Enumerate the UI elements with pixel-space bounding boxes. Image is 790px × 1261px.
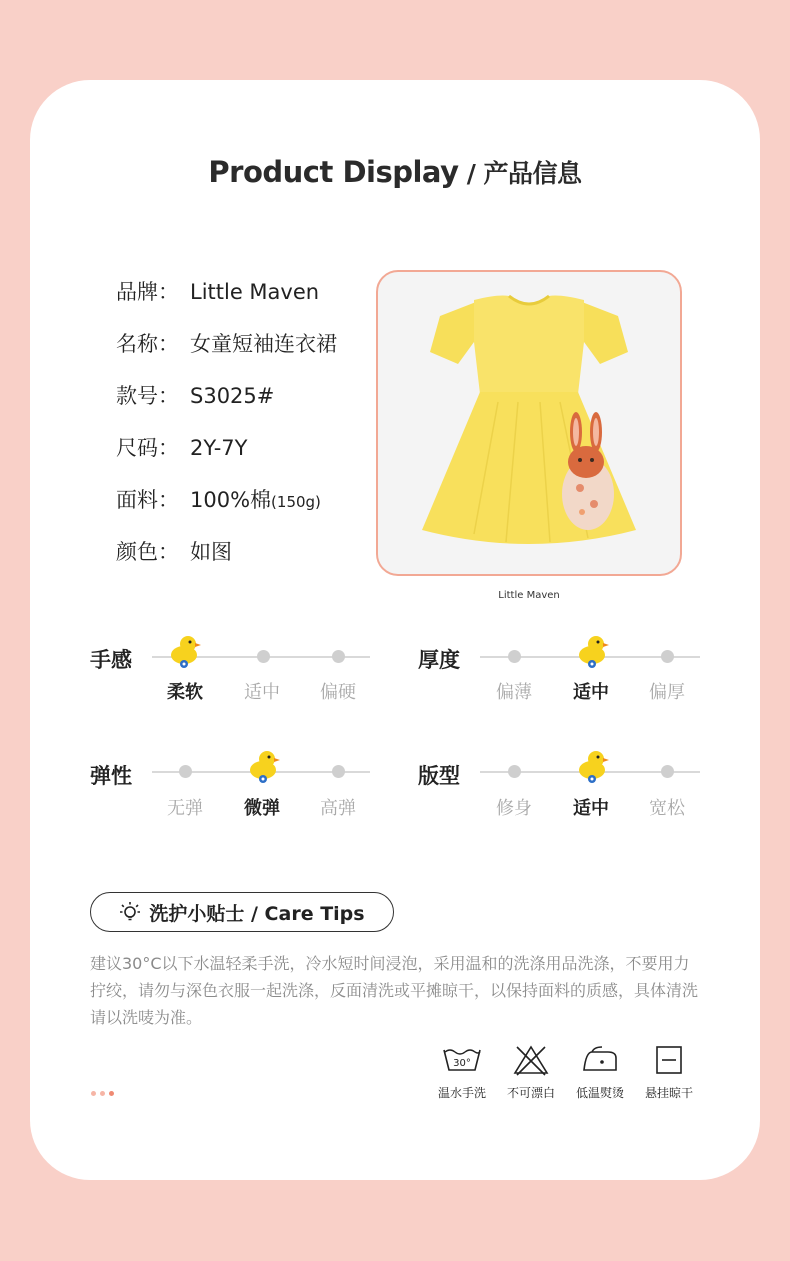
care-icon-no-bleach: 不可漂白 <box>498 1044 564 1101</box>
info-row-brand: 品牌： Little Maven <box>116 280 320 304</box>
care-icon-hang-dry: 悬挂晾干 <box>636 1044 702 1101</box>
option-soft: 柔软 <box>167 682 203 703</box>
scale-label-elasticity: 弹性 <box>90 764 132 788</box>
duck-marker-icon <box>576 748 610 784</box>
option-slight-stretch: 微弹 <box>244 798 280 819</box>
option-medium: 适中 <box>573 682 609 703</box>
option-thin: 偏薄 <box>496 682 532 703</box>
scale-label-thickness: 厚度 <box>418 648 460 672</box>
scale-dot <box>508 650 521 663</box>
scale-label-hand-feel: 手感 <box>90 648 132 672</box>
hand-wash-30-icon <box>442 1044 482 1076</box>
option-hard: 偏硬 <box>320 682 356 703</box>
scale-dot <box>179 765 192 778</box>
iron-low-icon <box>580 1044 620 1076</box>
info-row-size: 尺码： 2Y-7Y <box>116 436 248 460</box>
duck-marker-icon <box>576 633 610 669</box>
svg-text:30°: 30° <box>453 1058 471 1069</box>
scale-dot <box>257 650 270 663</box>
info-row-style-no: 款号： S3025# <box>116 384 275 408</box>
page-title: Product Display / 产品信息 <box>208 155 582 189</box>
lightbulb-icon <box>119 901 141 923</box>
page-dot-active <box>109 1091 114 1096</box>
no-bleach-icon <box>511 1044 551 1076</box>
page-dot <box>100 1091 105 1096</box>
duck-marker-icon <box>247 748 281 784</box>
care-tips-text: 建议30°C以下水温轻柔手洗，冷水短时间浸泡，采用温和的洗涤用品洗涤，不要用力拧绞，请勿与深色衣服一起洗涤，反面清洗或平摊晾干，以保持面料的质感，具体清洗请以洗唛为准。 <box>90 954 699 1027</box>
scale-dot <box>332 650 345 663</box>
option-high-stretch: 高弹 <box>320 798 356 819</box>
scale-dot <box>508 765 521 778</box>
info-row-color: 颜色： 如图 <box>116 540 232 564</box>
photo-caption: Little Maven <box>498 590 560 601</box>
product-photo <box>376 270 682 576</box>
option-slim: 修身 <box>496 798 532 819</box>
page-indicator <box>91 1091 114 1096</box>
care-tips-heading: 洗护小贴士 / Care Tips <box>90 892 394 932</box>
option-loose: 宽松 <box>649 798 685 819</box>
hang-dry-icon <box>649 1044 689 1076</box>
care-icon-iron: 低温熨烫 <box>567 1044 633 1101</box>
scale-dot <box>332 765 345 778</box>
info-row-name: 名称： 女童短袖连衣裙 <box>116 332 337 356</box>
info-row-fabric: 面料： 100%棉(150g) <box>116 488 321 512</box>
page-dot <box>91 1091 96 1096</box>
care-icon-hand-wash: 30° 温水手洗 <box>429 1044 495 1101</box>
option-no-stretch: 无弹 <box>167 798 203 819</box>
scale-dot <box>661 765 674 778</box>
duck-marker-icon <box>168 633 202 669</box>
dress-illustration <box>378 272 680 574</box>
option-medium: 适中 <box>244 682 280 703</box>
option-thick: 偏厚 <box>649 682 685 703</box>
scale-dot <box>661 650 674 663</box>
scale-label-fit: 版型 <box>418 764 460 788</box>
option-regular: 适中 <box>573 798 609 819</box>
